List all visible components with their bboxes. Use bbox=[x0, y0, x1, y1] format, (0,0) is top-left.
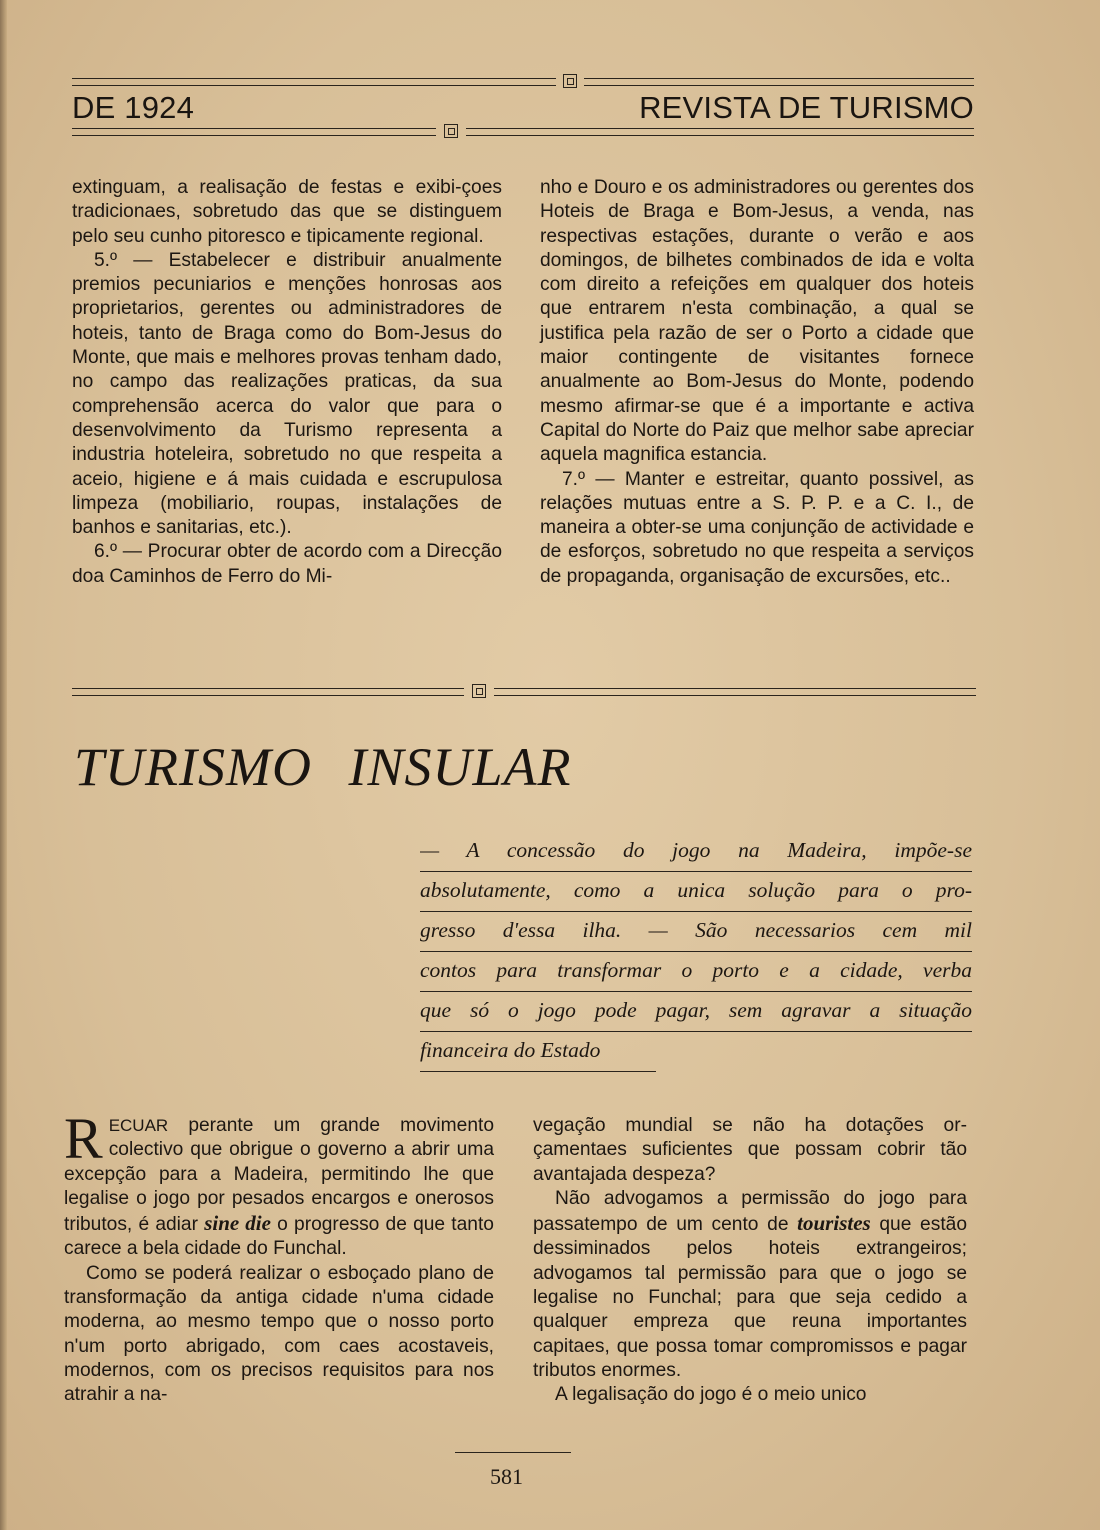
paragraph: nho e Douro e os administradores ou gerentes dos Hoteis de Braga e Bom-Jesus, a venda, nas respectivas estações, durante o verão e aos domingos, de bilhetes combinados de ida e volta com direito a refeições em qualquer dos hoteis que entrarem n'esta combinação, a qual se justifica pela razão de ser o Porto a cidade que maior contingente de visitantes fornece anualmente ao Bom-Jesus do Monte, podendo mesmo afirmar-se que é a importante e activa Capital do Norte do Paiz que melhor sabe apreciar aquela magnifica estancia. bbox=[540, 177, 974, 466]
paragraph bbox=[533, 1187, 967, 1383]
top-right-column bbox=[540, 176, 974, 589]
header-rule-top-right bbox=[584, 78, 974, 86]
article-left-column bbox=[64, 1106, 494, 1408]
running-header-title: REVISTA DE TURISMO bbox=[639, 90, 974, 125]
emphasis: touristes bbox=[797, 1211, 871, 1236]
text-run: perante um grande movimento colectivo que obrigue o governo a abrir uma excepção para a Madeira, permitindo lhe que legalise o jogo por pesados encargos e onerosos tributos, é adiar bbox=[64, 1115, 494, 1236]
paragraph: 6.º — Procurar obter de acordo com a Direcção doa Caminhos de Ferro do Mi- bbox=[72, 541, 502, 587]
emphasis: sine die bbox=[204, 1211, 271, 1236]
deck-line: contos para transformar o porto e a cidade, verba bbox=[420, 952, 972, 992]
paragraph: extinguam, a realisação de festas e exibi-çoes tradicionaes, sobretudo das que se distinguem pelo seu cunho pitoresco e tipicamente regional. bbox=[72, 177, 502, 247]
deck-line: que só o jogo pode pagar, sem agravar a situação bbox=[420, 992, 972, 1032]
paragraph: 5.º — Estabelecer e distribuir anualmente premios pecuniarios e menções honrosas aos proprietarios, gerentes ou administradores de hoteis, tanto de Braga como do Bom-Jesus do Monte, que mais e melhores provas tenham dado, no campo das realizações praticas, da sua comprehensão acerca do valor que para o desenvolvimento da Turismo representa a industria hoteleira, sobretudo no que respeita a aceio, higiene e á mais cuidada e escrupulosa limpeza (mobiliario, roupas, instalações de banhos e sanitarias, etc.). bbox=[72, 249, 502, 539]
running-header-date: DE 1924 bbox=[72, 90, 195, 125]
article-right-column bbox=[533, 1114, 967, 1408]
section-rule-right bbox=[494, 688, 976, 696]
page-edge-left bbox=[0, 0, 7, 1530]
page-number: 581 bbox=[490, 1464, 523, 1489]
top-left-column bbox=[72, 176, 502, 589]
deck-line: financeira do Estado bbox=[420, 1032, 656, 1072]
deck-line: absolutamente, como a unica solução para o pro- bbox=[420, 872, 972, 912]
paragraph bbox=[64, 1106, 494, 1262]
deck-line: gresso d'essa ilha. — São necessarios cem mil bbox=[420, 912, 972, 952]
paragraph: vegação mundial se não ha dotações orçamentaes suficientes que possam cobrir tão avantajada despeza? bbox=[533, 1115, 967, 1185]
header-rule-bottom-left bbox=[72, 128, 436, 136]
drop-cap: R bbox=[64, 1106, 103, 1171]
text-run: Não advogamos a permissão do jogo para passatempo de um cento de bbox=[533, 1187, 967, 1236]
ornament-icon bbox=[472, 684, 486, 698]
page-number-rule bbox=[455, 1452, 571, 1453]
section-rule-left bbox=[72, 688, 464, 696]
first-word: ECUAR bbox=[108, 1116, 169, 1135]
paragraph: Como se poderá realizar o esboçado plano de transformação da antiga cidade n'uma cidade moderna, ao mesmo tempo que o nosso porto n'um porto abrigado, com caes acostaveis, modernos, com os precisos requisitos para nos atrahir a na- bbox=[64, 1262, 494, 1406]
text-run: o progresso de que tanto carece a bela cidade do Funchal. bbox=[64, 1214, 494, 1260]
deck-line: — A concessão do jogo na Madeira, impõe-se bbox=[420, 832, 972, 872]
ornament-icon bbox=[444, 124, 458, 138]
paragraph: 7.º — Manter e estreitar, quanto possivel, as relações mutuas entre a S. P. P. e a C. I., de maneira a obter-se uma conjunção de actividade e de esforços, sobretudo no que respeita a serviços de propaganda, organisação de excursões, etc.. bbox=[540, 468, 974, 587]
header-rule-top-left bbox=[72, 78, 556, 86]
paragraph: A legalisação do jogo é o meio unico bbox=[555, 1384, 867, 1406]
header-rule-bottom-right bbox=[466, 128, 974, 136]
ornament-icon bbox=[563, 74, 577, 88]
article-deck bbox=[420, 832, 972, 1072]
text-run: que estão dessiminados pelos hoteis extrangeiros; advogamos tal permissão para que o jogo se legalise no Funchal; para que seja cedido a qualquer empreza que reuna importantes capitaes, que possa tomar compromissos e pagar tributos enormes. bbox=[533, 1214, 967, 1381]
article-title: TURISMO INSULAR bbox=[74, 737, 572, 797]
